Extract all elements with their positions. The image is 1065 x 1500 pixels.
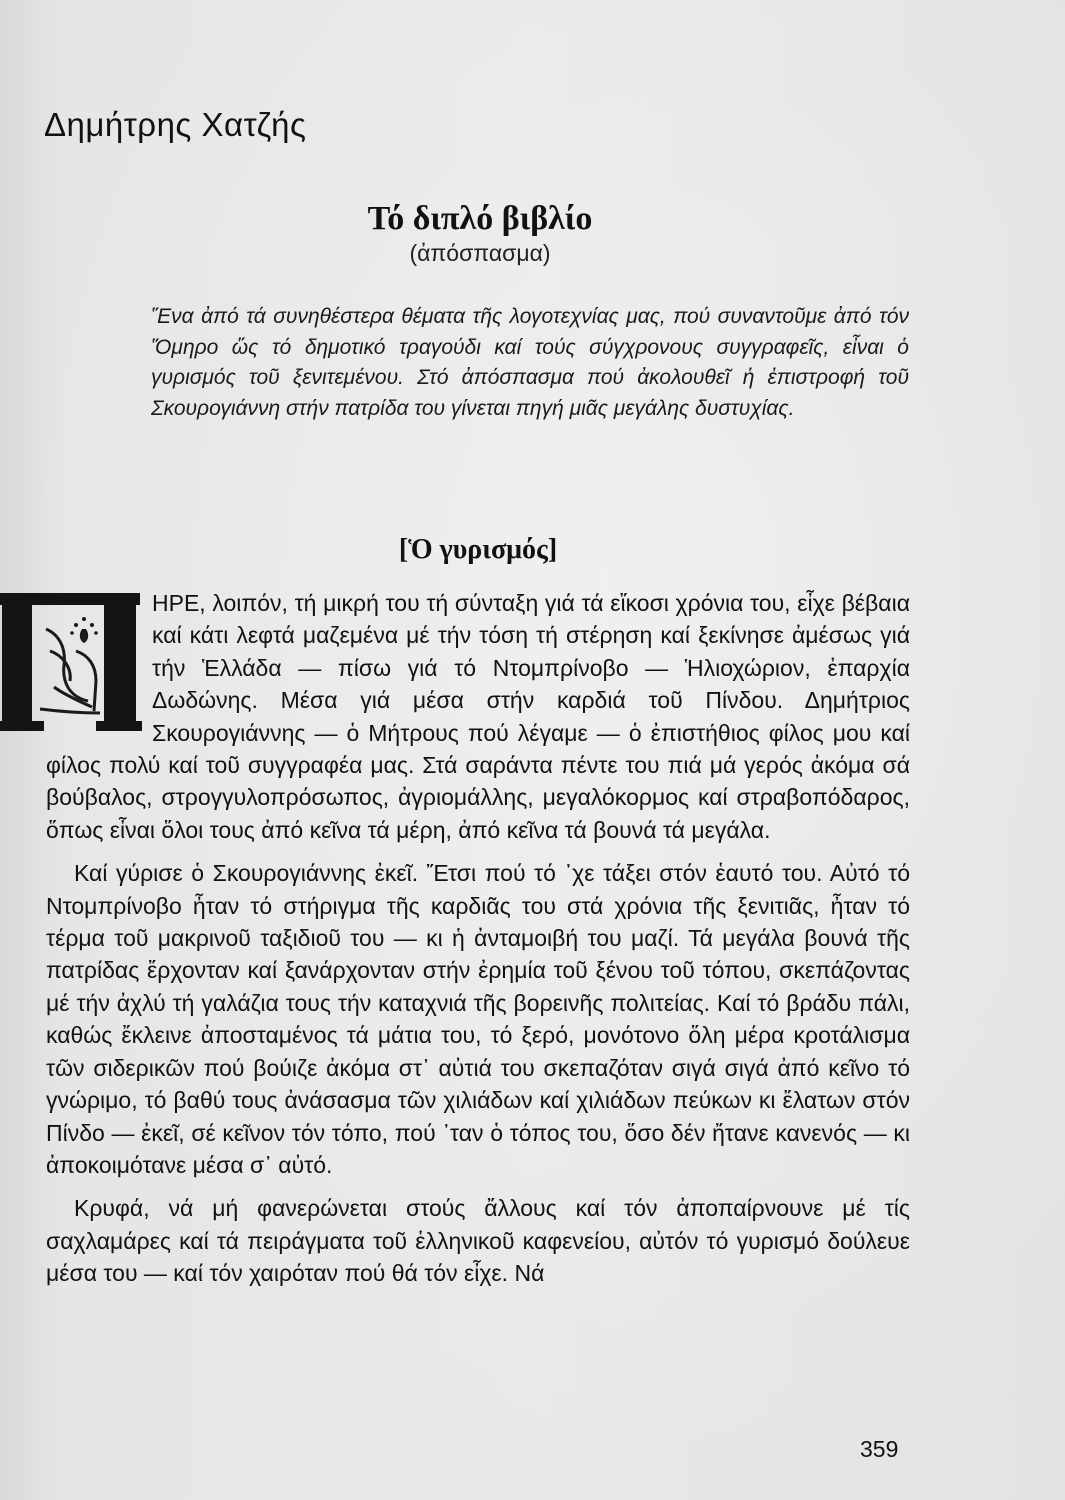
intro-paragraph: Ἕνα ἀπό τά συνηθέστερα θέματα τῆς λογοτεχνίας μας, πού συναντοῦμε ἀπό τόν Ὅμηρο ὥς τό δημοτικό τραγούδι καί τούς σύγχρονους συγγραφεῖς, εἶναι ὁ γυρισμός τοῦ ξενιτεμένου. Στό ἀπόσπασμα πού ἀκολουθεῖ ἡ ἐπιστροφή τοῦ Σκουρογιάννη στήν πατρίδα του γίνεται πηγή μιᾶς μεγάλης δυστυχίας.	[151, 305, 909, 420]
body-paragraph-3: Κρυφά, νά μή φανερώνεται στούς ἄλλους καί τόν ἀποπαίρνουνε μέ τίς σαχλαμάρες καί τά πειράγματα τοῦ ἑλληνικοῦ καφενείου, αὐτόν τό γυρισμό δούλευε μέσα του — καί τόν χαιρόταν πού θά τόν εἶχε. Νά	[46, 1195, 910, 1287]
body-paragraph-1	[46, 587, 910, 846]
section-heading: [Ὁ γυρισμός]	[398, 534, 558, 565]
body-paragraph-2: Καί γύρισε ὁ Σκουρογιάννης ἐκεῖ. Ἔτσι πού τό ᾽χε τάξει στόν ἑαυτό του. Αὐτό τό Ντομπρίνοβο ἦταν τό στήριγμα τῆς καρδιᾶς του στά χρόνια τῆς ξενιτιᾶς, ἦταν τό τέρμα τοῦ μακρινοῦ ταξιδιοῦ του — κι ἡ ἀνταμοιβή του μαζί. Τά μεγάλα βουνά τῆς πατρίδας ἔρχονταν καί ξανάρχονταν στήν ἐρημία τοῦ ξένου τοῦ τόπου, σκεπάζοντας μέ τήν ἀχλύ τή γαλάζια τους τήν καταχνιά τῆς βορεινῆς πολιτείας. Καί τό βράδυ πάλι, καθώς ἔκλεινε ἀποσταμένος τά μάτια του, τό ξερό, μονότονο ὅλη μέρα κροτάλισμα τῶν σιδερικῶν πού βούιζε ἀκόμα στ᾽ αὐτιά του σκεπαζόταν σιγά σιγά ἀπό κεῖνο τό γνώριμο, τό βαθύ τους ἀνάσασμα τῶν χιλιάδων καί χιλιάδων πεύκων κι ἔλατων στόν Πίνδο — ἐκεῖ, σέ κεῖνον τόν τόπο, πού ᾽ταν ὁ τόπος του, ὅσο δέν ἤτανε κανενός — κι ἀποκοιμότανε μέσα σ᾽ αὐτό.	[46, 860, 910, 1178]
page-title: Τό διπλό βιβλίο	[367, 200, 593, 237]
body-text	[46, 587, 910, 1301]
page-number: 359	[860, 1436, 899, 1462]
drop-cap-space	[46, 587, 146, 747]
author-name: Δημήτρης Χατζής	[44, 106, 307, 143]
paragraph-text: ΗΡΕ, λοιπόν, τή μικρή του τή σύνταξη γιά τά εἴκοσι χρόνια του, εἶχε βέβαια καί κάτι λεφτά μαζεμένα μέ τήν τόση τή στέρηση καί ξεκίνησε ἀμέσως γιά τήν Ἑλλάδα — πίσω γιά τό Ντομπρίνοβο — Ἡλιοχώριον, ἐπαρχία Δωδώνης. Μέσα γιά μέσα στήν καρδιά τοῦ Πίνδου. Δημήτριος Σκουρογιάννης — ὁ Μήτρους πού λέγαμε — ὁ ἐπιστήθιος φίλος μου καί φίλος πολύ καί τοῦ συγγραφέα μας. Στά σαράντα πέντε του πιά μά γερός ἀκόμα σά βούβαλος, στρογγυλοπρόσωπος, ἀγριομάλλης, μεγαλόκορμος καί στραβοπόδαρος, ὅπως εἶναι ὅλοι τους ἀπό κεῖνα τά μέρη, ἀπό κεῖνα τά βουνά τά μεγάλα.	[46, 590, 910, 843]
subtitle: (ἀπόσπασμα)	[409, 240, 551, 266]
